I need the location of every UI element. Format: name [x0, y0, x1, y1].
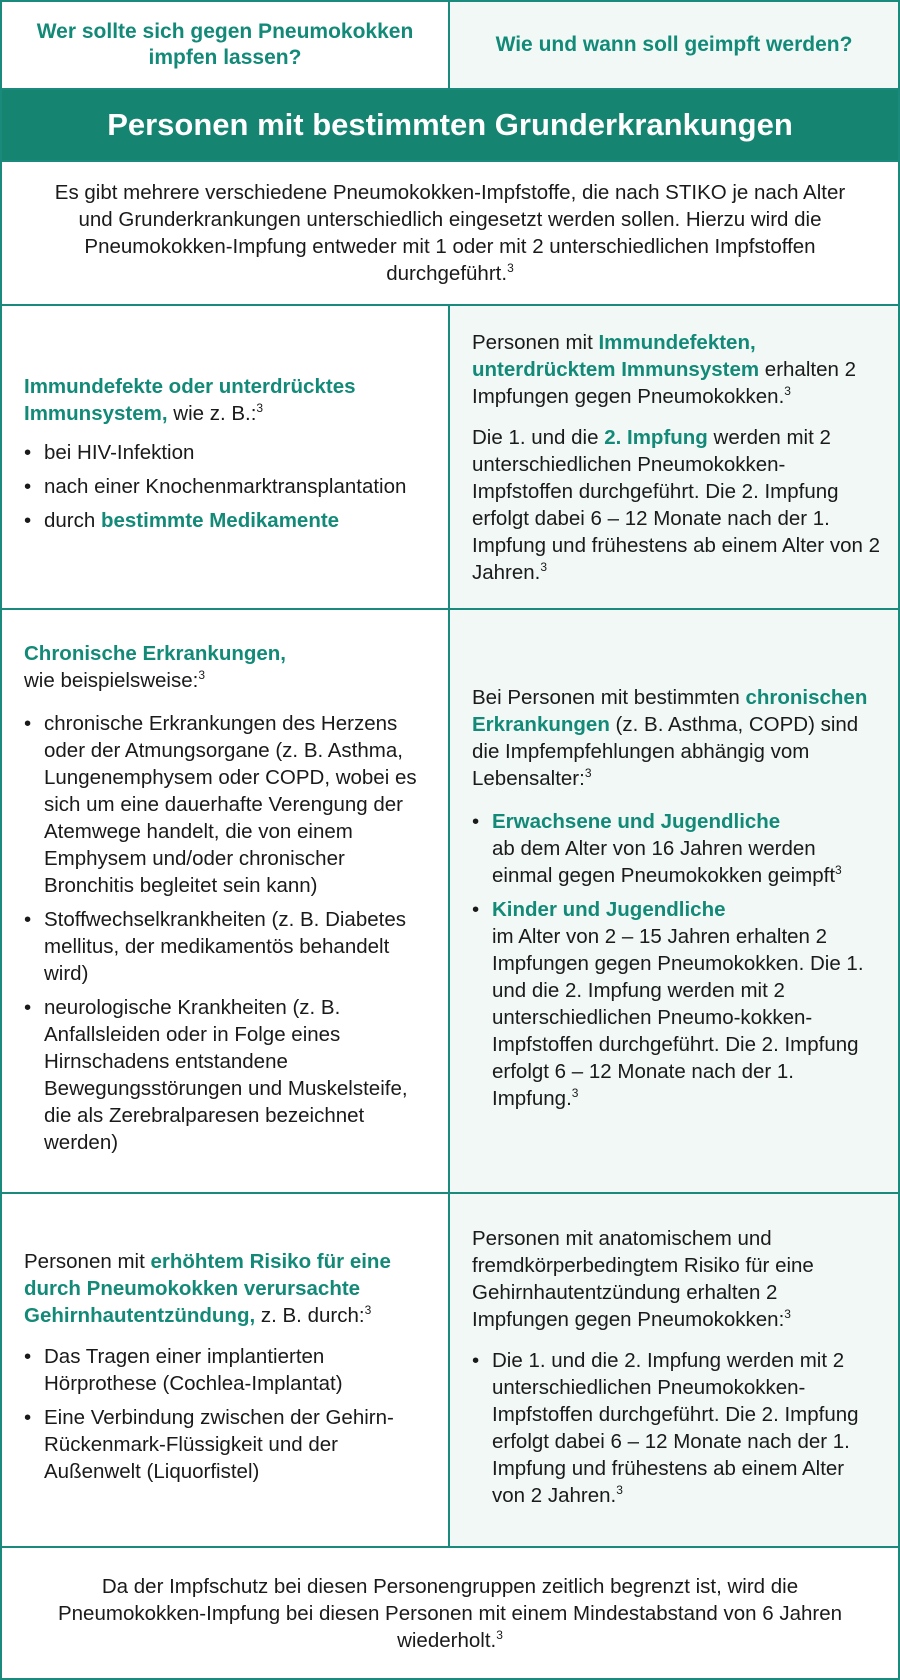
text-prefix: Die 1. und die [472, 425, 605, 449]
footnote-ref: 3 [835, 862, 842, 877]
list-item-text: ab dem Alter von 16 Jahren werden einmal gegen Pneumokokken geimpft [492, 836, 836, 887]
meningitis-right-intro [472, 1225, 880, 1333]
immune-right-p2 [472, 424, 880, 586]
list-item [24, 1343, 428, 1397]
list-item [472, 808, 880, 889]
chronic-right [450, 610, 898, 1192]
chronic-row [2, 610, 898, 1194]
intro-ref: 3 [507, 261, 514, 275]
text-suffix: erhalten 2 Impfungen gegen Pneumokokken. [472, 357, 856, 408]
chronic-left-ref: 3 [198, 667, 206, 682]
text-prefix: Personen mit [24, 1250, 151, 1273]
immune-right [450, 306, 898, 608]
footnote-ref: 3 [784, 383, 791, 398]
list-item-text: neurologische Krankheiten (z. B. Anfallsleiden oder in Folge eines Hirnschadens entstandene Bewegungsstörungen und Muskelsteife, die als Zerebralparesen bezeichnet werden) [44, 995, 408, 1154]
text-suffix: werden mit 2 unterschiedlichen Pneumokokken-Impfstoffen durchgeführt. Die 2. Impfung erfolgt dabei 6 – 12 Monate nach der 1. Impfung und frühestens ab einem Alter von 2 Jahren. [472, 425, 880, 584]
section-banner [2, 90, 898, 162]
list-item [24, 994, 428, 1156]
meningitis-list [24, 1343, 428, 1492]
chronic-left-subtitle: wie beispielsweise: [24, 668, 199, 692]
immune-left-title-suffix: wie z. B.: [167, 402, 257, 425]
text-prefix: Personen mit [472, 330, 599, 354]
immune-left-title: Immundefekte oder unterdrücktes Immunsystem, [24, 375, 356, 425]
list-item-text: nach einer Knochenmarktransplantation [44, 475, 407, 498]
list-item-text: bei HIV-Infektion [44, 441, 195, 464]
header-row [2, 2, 898, 90]
list-item-text: Das Tragen einer implantierten Hörprothese (Cochlea-Implantat) [44, 1345, 343, 1395]
list-item-text: Eine Verbindung zwischen der Gehirn-Rückenmark-Flüssigkeit und der Außenwelt (Liquorfistel) [44, 1406, 394, 1483]
text-highlight: chronischen Erkrankungen [472, 685, 868, 736]
immune-list [24, 439, 428, 541]
header-left-title: Wer sollte sich gegen Pneumokokken impfen lassen? [36, 20, 414, 69]
immune-left [2, 306, 450, 608]
outro-block [2, 1548, 898, 1678]
meningitis-left [2, 1194, 450, 1546]
list-item-text: Die 1. und die 2. Impfung werden mit 2 unterschiedlichen Pneumokokken-Impfstoffen durchgeführt. Die 2. Impfung erfolgt dabei 6 – 12 Monate nach der 1. Impfung und frühestens ab einem Alter von 2 Jahren. [492, 1348, 859, 1507]
text-body: Personen mit anatomischem und fremdkörperbedingtem Risiko für eine Gehirnhautentzündung erhalten 2 Impfungen gegen Pneumokokken: [472, 1226, 814, 1331]
list-item-highlight: bestimmte Medikamente [100, 509, 340, 532]
immune-left-ref: 3 [256, 401, 264, 415]
text-highlight: erhöhtem Risiko für eine durch Pneumokokken verursachte Gehirnhautentzündung, [24, 1250, 391, 1327]
text-prefix: Bei Personen mit bestimmten [472, 685, 746, 709]
chronic-left [2, 610, 450, 1192]
list-item [24, 710, 428, 899]
immune-row [2, 306, 898, 610]
outro-ref: 3 [496, 1627, 503, 1642]
list-item [472, 1347, 880, 1509]
list-item-title: Kinder und Jugendliche [492, 897, 726, 921]
banner-title: Personen mit bestimmten Grunderkrankungen [107, 107, 793, 142]
list-item-title: Erwachsene und Jugendliche [492, 809, 781, 833]
list-item [24, 906, 428, 987]
list-item-text: chronische Erkrankungen des Herzens oder der Atmungsorgane (z. B. Asthma, Lungenemphysem oder COPD, wobei es sich um eine dauerhafte Verengung der Atemwege handelt, die von einem Emphysem und/oder chronischer Bronchitis begleitet sein kann) [44, 711, 417, 897]
meningitis-right [450, 1194, 898, 1546]
chronic-right-intro [472, 684, 880, 792]
header-right-title: Wie und wann soll geimpft werden? [495, 33, 853, 56]
text-highlight: Immundefekten, unterdrücktem Immunsystem [472, 330, 760, 381]
footnote-ref: 3 [616, 1482, 623, 1497]
list-item-text: im Alter von 2 – 15 Jahren erhalten 2 Impfungen gegen Pneumokokken. Die 1. und die 2. Impfung werden mit 2 unterschiedlichen Pneumo-kokken-Impfstoffen durchgeführt. Die 2. Impfung erfolgt 6 – 12 Monate nach der 1. Impfung. [492, 924, 864, 1110]
footnote-ref: 3 [540, 559, 548, 574]
text-suffix: z. B. durch: [255, 1304, 365, 1327]
text-highlight: 2. Impfung [604, 425, 708, 449]
footnote-ref: 3 [364, 1303, 372, 1317]
list-item [24, 1404, 428, 1485]
intro-text: Es gibt mehrere verschiedene Pneumokokken-Impfstoffe, die nach STIKO je nach Alter und Grunderkrankungen unterschiedlich eingesetzt werden sollen. Hierzu wird die Pneumokokken-Impfung entweder mit 1 oder mit 2 unterschiedlichen Impfstoffen durchgeführt. [54, 181, 846, 285]
list-item [24, 439, 428, 466]
intro-block [2, 162, 898, 306]
header-right [450, 2, 898, 88]
footnote-ref: 3 [584, 765, 592, 780]
list-item [24, 507, 428, 534]
header-left [2, 2, 450, 88]
chronic-age-list [472, 808, 880, 1119]
footnote-ref: 3 [784, 1306, 791, 1321]
list-item-text: Stoffwechselkrankheiten (z. B. Diabetes mellitus, der medikamentös behandelt wird) [44, 907, 406, 985]
list-item [24, 473, 428, 500]
text-suffix: (z. B. Asthma, COPD) sind die Impfempfehlungen abhängig vom Lebensalter: [472, 712, 859, 790]
outro-text: Da der Impfschutz bei diesen Personengruppen zeitlich begrenzt ist, wird die Pneumokokken-Impfung bei diesen Personen mit einem Mindestabstand von 6 Jahren wiederholt. [57, 1574, 842, 1652]
meningitis-right-list [472, 1347, 880, 1516]
immune-right-p1 [472, 329, 880, 410]
meningitis-row [2, 1194, 898, 1548]
chronic-list [24, 710, 428, 1163]
list-item-prefix: durch [44, 509, 101, 532]
chronic-left-title: Chronische Erkrankungen, [24, 641, 287, 665]
list-item [472, 896, 880, 1112]
footnote-ref: 3 [571, 1085, 579, 1100]
